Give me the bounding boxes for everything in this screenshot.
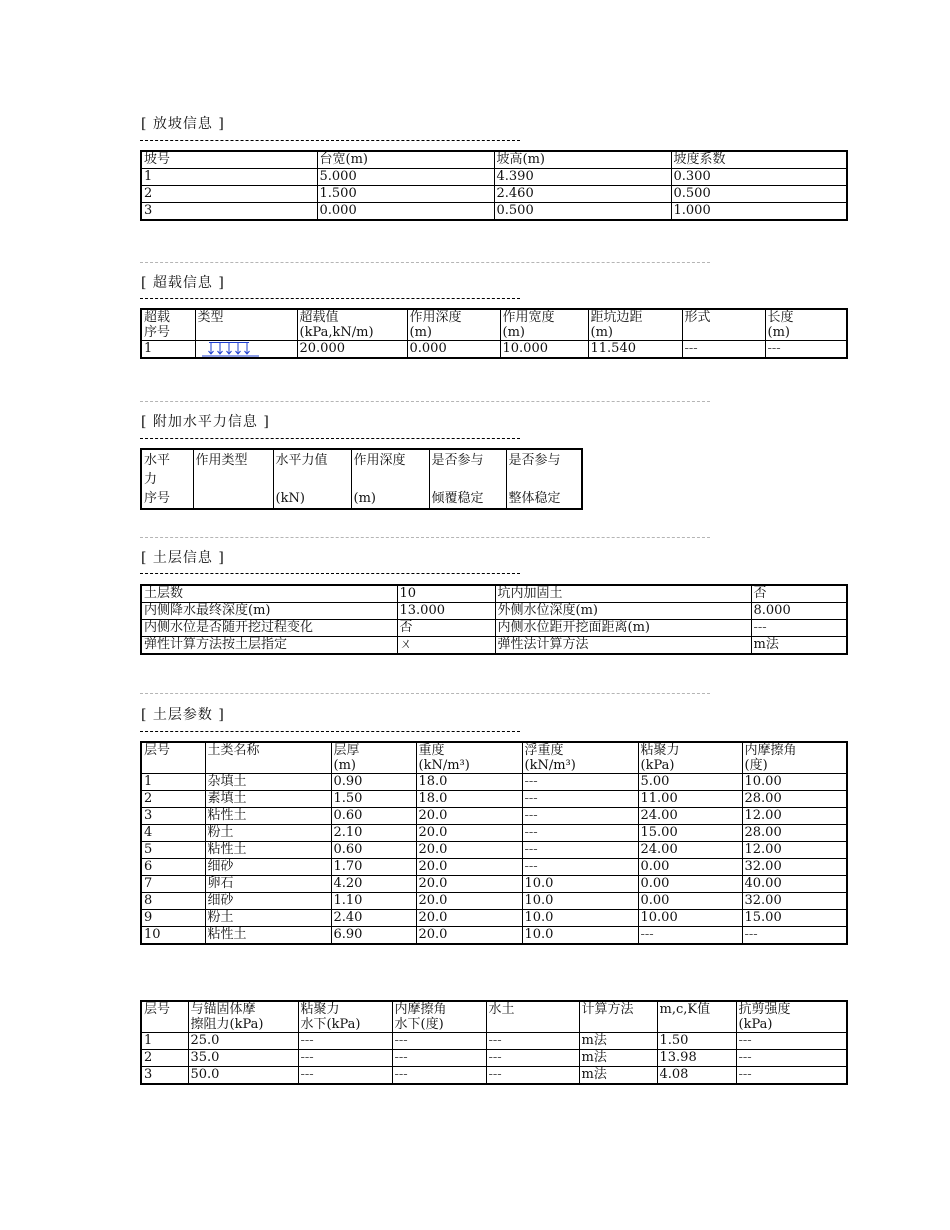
table-cell: 12.00 — [742, 842, 847, 859]
table-row — [141, 1067, 847, 1085]
table-cell: --- — [486, 1033, 579, 1050]
table-row — [141, 808, 847, 825]
table-row — [141, 186, 847, 203]
table-row — [141, 876, 847, 893]
table-cell: 11.00 — [638, 791, 742, 808]
table-row — [141, 774, 847, 791]
header-cell: 长度 (m) — [765, 309, 847, 341]
table-cell: --- — [751, 620, 847, 637]
table-cell: m法 — [579, 1050, 657, 1067]
divider — [140, 573, 520, 574]
table-cell: 10.0 — [522, 910, 638, 927]
table-row — [141, 169, 847, 186]
divider — [140, 693, 710, 694]
table-cell: 1.10 — [331, 893, 416, 910]
table-header-row — [141, 151, 847, 169]
header-cell: 与锚固体摩 擦阻力(kPa) — [188, 1001, 298, 1033]
table-cell: 1.000 — [671, 203, 847, 221]
table-cell: 10 — [141, 927, 205, 945]
header-cell: 坡度系数 — [671, 151, 847, 169]
table-cell: 1.500 — [317, 186, 494, 203]
table-cell: 2 — [141, 791, 205, 808]
table-cell: 0.00 — [638, 859, 742, 876]
header-cell: 超载 序号 — [141, 309, 195, 341]
table-cell: 50.0 — [188, 1067, 298, 1085]
table-cell: 18.0 — [416, 774, 522, 791]
table-cell: --- — [736, 1033, 847, 1050]
header-cell: 距坑边距 (m) — [588, 309, 682, 341]
table-cell: 0.000 — [317, 203, 494, 221]
header-cell: 坡高(m) — [494, 151, 671, 169]
table-row — [141, 842, 847, 859]
table-cell: 卵石 — [205, 876, 331, 893]
table-cell: 20.0 — [416, 927, 522, 945]
header-cell: 内摩擦角 (度) — [742, 742, 847, 774]
table-header-row — [141, 309, 847, 341]
table-cell: 杂填土 — [205, 774, 331, 791]
table-cell: 10.00 — [742, 774, 847, 791]
table-cell: 12.00 — [742, 808, 847, 825]
table-header-row — [141, 742, 847, 774]
table-cell: --- — [298, 1050, 392, 1067]
header-cell: 台宽(m) — [317, 151, 494, 169]
table-cell: 粘性土 — [205, 808, 331, 825]
table-cell: 4.390 — [494, 169, 671, 186]
table-cell: 1 — [141, 1033, 188, 1050]
header-cell: 层厚 (m) — [331, 742, 416, 774]
table-cell: 内侧水位是否随开挖过程变化 — [141, 620, 397, 637]
table-cell: 弹性法计算方法 — [495, 637, 751, 655]
table-row — [141, 637, 847, 655]
table-row — [141, 825, 847, 842]
table-cell: --- — [298, 1033, 392, 1050]
table-cell: ㄨ — [397, 637, 495, 655]
header-cell: 计算方法 — [579, 1001, 657, 1033]
table-cell: 40.00 — [742, 876, 847, 893]
table-cell: --- — [682, 341, 765, 359]
table-cell: 1 — [141, 169, 317, 186]
table-row — [141, 791, 847, 808]
table-cell: 6 — [141, 859, 205, 876]
table-cell: --- — [638, 927, 742, 945]
divider — [140, 140, 520, 141]
table-cell: 内侧水位距开挖面距离(m) — [495, 620, 751, 637]
header-cell: 是否参与 倾覆稳定 — [429, 449, 506, 509]
table-cell: 24.00 — [638, 808, 742, 825]
soil-params-table-2 — [140, 1000, 848, 1085]
table-cell: 2.40 — [331, 910, 416, 927]
table-row — [141, 603, 847, 620]
divider — [140, 537, 710, 538]
table-cell: 0.000 — [407, 341, 500, 359]
table-cell: 坑内加固土 — [495, 585, 751, 603]
table-cell: 0.500 — [494, 203, 671, 221]
table-header-row — [141, 449, 582, 509]
table-cell: 8 — [141, 893, 205, 910]
soil-params-section-title: [ 土层参数 ] — [141, 707, 225, 723]
table-header-row — [141, 1001, 847, 1033]
table-cell: 2.460 — [494, 186, 671, 203]
horizontal-force-section-title: [ 附加水平力信息 ] — [141, 414, 270, 430]
table-cell: m法 — [751, 637, 847, 655]
header-cell: 超载值 (kPa,kN/m) — [297, 309, 407, 341]
table-cell: --- — [522, 808, 638, 825]
table-cell: --- — [392, 1033, 486, 1050]
header-cell: 作用深度 (m) — [407, 309, 500, 341]
header-cell: 水平 力 序号 — [141, 449, 193, 509]
table-cell: 5.000 — [317, 169, 494, 186]
header-cell: 粘聚力 (kPa) — [638, 742, 742, 774]
soil-params2-body — [141, 1033, 847, 1085]
header-cell: 浮重度 (kN/m³) — [522, 742, 638, 774]
surcharge-table — [140, 308, 848, 359]
table-cell: 1.50 — [331, 791, 416, 808]
header-cell: 层号 — [141, 1001, 188, 1033]
header-cell: 水平力值 (kN) — [273, 449, 351, 509]
table-cell: 0.60 — [331, 808, 416, 825]
table-cell: --- — [298, 1067, 392, 1085]
table-cell: 28.00 — [742, 825, 847, 842]
table-cell: --- — [522, 842, 638, 859]
table-cell: --- — [736, 1067, 847, 1085]
table-cell: 0.500 — [671, 186, 847, 203]
table-cell: --- — [522, 825, 638, 842]
table-cell: 13.98 — [657, 1050, 736, 1067]
table-cell: 2 — [141, 186, 317, 203]
header-cell: 作用深度 (m) — [351, 449, 429, 509]
table-cell: --- — [486, 1050, 579, 1067]
table-cell: 6.90 — [331, 927, 416, 945]
table-cell: 2.10 — [331, 825, 416, 842]
table-row — [141, 927, 847, 945]
table-row — [141, 585, 847, 603]
table-cell: 10.0 — [522, 893, 638, 910]
distributed-load-arrows-icon — [202, 341, 260, 357]
header-cell: 抗剪强度 (kPa) — [736, 1001, 847, 1033]
table-cell: 20.0 — [416, 842, 522, 859]
table-row — [141, 859, 847, 876]
table-cell: 细砂 — [205, 893, 331, 910]
slope-table — [140, 150, 848, 221]
divider — [140, 298, 520, 299]
table-cell: 7 — [141, 876, 205, 893]
soil-params-body — [141, 774, 847, 945]
table-row — [141, 341, 847, 359]
header-cell: 作用类型 — [193, 449, 273, 509]
table-cell: 20.0 — [416, 808, 522, 825]
table-cell: 9 — [141, 910, 205, 927]
table-cell: 素填土 — [205, 791, 331, 808]
table-cell: --- — [736, 1050, 847, 1067]
header-cell: 土类名称 — [205, 742, 331, 774]
table-cell: 5.00 — [638, 774, 742, 791]
table-cell: 32.00 — [742, 859, 847, 876]
table-cell: 13.000 — [397, 603, 495, 620]
surcharge-section-title: [ 超载信息 ] — [141, 275, 225, 291]
table-cell: 1 — [141, 341, 195, 359]
table-cell: 粘性土 — [205, 842, 331, 859]
table-cell: 粉土 — [205, 910, 331, 927]
header-cell: 坡号 — [141, 151, 317, 169]
table-cell: 5 — [141, 842, 205, 859]
table-cell: 外侧水位深度(m) — [495, 603, 751, 620]
table-cell: 10.00 — [638, 910, 742, 927]
table-cell: 10.0 — [522, 927, 638, 945]
table-cell: 1.70 — [331, 859, 416, 876]
divider — [140, 731, 520, 732]
header-cell: 粘聚力 水下(kPa) — [298, 1001, 392, 1033]
table-cell: --- — [742, 927, 847, 945]
table-cell: 否 — [751, 585, 847, 603]
header-cell: 内摩擦角 水下(度) — [392, 1001, 486, 1033]
table-cell: 15.00 — [742, 910, 847, 927]
table-cell: 3 — [141, 203, 317, 221]
table-cell: --- — [392, 1067, 486, 1085]
table-cell: 4.20 — [331, 876, 416, 893]
table-row — [141, 910, 847, 927]
table-cell: --- — [522, 791, 638, 808]
header-cell: 重度 (kN/m³) — [416, 742, 522, 774]
header-cell: 类型 — [195, 309, 297, 341]
table-cell: 内侧降水最终深度(m) — [141, 603, 397, 620]
table-cell: 20.0 — [416, 910, 522, 927]
table-cell: --- — [486, 1067, 579, 1085]
table-cell: 4 — [141, 825, 205, 842]
table-row — [141, 620, 847, 637]
table-cell: 0.00 — [638, 893, 742, 910]
table-cell: 粘性土 — [205, 927, 331, 945]
table-cell: 弹性计算方法按土层指定 — [141, 637, 397, 655]
header-cell: 是否参与 整体稳定 — [506, 449, 582, 509]
table-cell: 20.0 — [416, 876, 522, 893]
table-cell: 细砂 — [205, 859, 331, 876]
table-cell — [195, 341, 297, 359]
table-cell: 24.00 — [638, 842, 742, 859]
table-cell: 0.60 — [331, 842, 416, 859]
table-cell: --- — [392, 1050, 486, 1067]
table-cell: 20.0 — [416, 859, 522, 876]
table-cell: --- — [522, 774, 638, 791]
table-cell: 1.50 — [657, 1033, 736, 1050]
horizontal-force-table — [140, 448, 583, 510]
table-cell: m法 — [579, 1033, 657, 1050]
table-cell: 8.000 — [751, 603, 847, 620]
table-row — [141, 1050, 847, 1067]
table-cell: 25.0 — [188, 1033, 298, 1050]
table-row — [141, 203, 847, 221]
table-cell: m法 — [579, 1067, 657, 1085]
table-cell: 4.08 — [657, 1067, 736, 1085]
table-cell: 11.540 — [588, 341, 682, 359]
table-cell: 32.00 — [742, 893, 847, 910]
soil-info-table — [140, 584, 848, 655]
header-cell: 层号 — [141, 742, 205, 774]
table-row — [141, 1033, 847, 1050]
table-row — [141, 893, 847, 910]
table-cell: 土层数 — [141, 585, 397, 603]
table-cell: 20.0 — [416, 893, 522, 910]
slope-section-title: [ 放坡信息 ] — [141, 116, 225, 132]
table-cell: 28.00 — [742, 791, 847, 808]
table-cell: 2 — [141, 1050, 188, 1067]
header-cell: 作用宽度 (m) — [500, 309, 588, 341]
table-cell: 0.300 — [671, 169, 847, 186]
table-cell: 20.000 — [297, 341, 407, 359]
table-cell: 10.0 — [522, 876, 638, 893]
soil-params-table — [140, 741, 848, 945]
table-cell: 否 — [397, 620, 495, 637]
table-cell: --- — [522, 859, 638, 876]
table-cell: 15.00 — [638, 825, 742, 842]
header-cell: m,c,K值 — [657, 1001, 736, 1033]
table-cell: 1 — [141, 774, 205, 791]
table-cell: 0.90 — [331, 774, 416, 791]
table-cell: 3 — [141, 808, 205, 825]
table-cell: 3 — [141, 1067, 188, 1085]
soil-info-section-title: [ 土层信息 ] — [141, 550, 225, 566]
table-cell: 35.0 — [188, 1050, 298, 1067]
divider — [140, 401, 710, 402]
header-cell: 形式 — [682, 309, 765, 341]
table-cell: 0.00 — [638, 876, 742, 893]
table-cell: 18.0 — [416, 791, 522, 808]
header-cell: 水土 — [486, 1001, 579, 1033]
table-cell: 10 — [397, 585, 495, 603]
table-cell: 粉土 — [205, 825, 331, 842]
divider — [140, 438, 520, 439]
table-cell: --- — [765, 341, 847, 359]
table-cell: 20.0 — [416, 825, 522, 842]
table-cell: 10.000 — [500, 341, 588, 359]
divider — [140, 262, 710, 263]
